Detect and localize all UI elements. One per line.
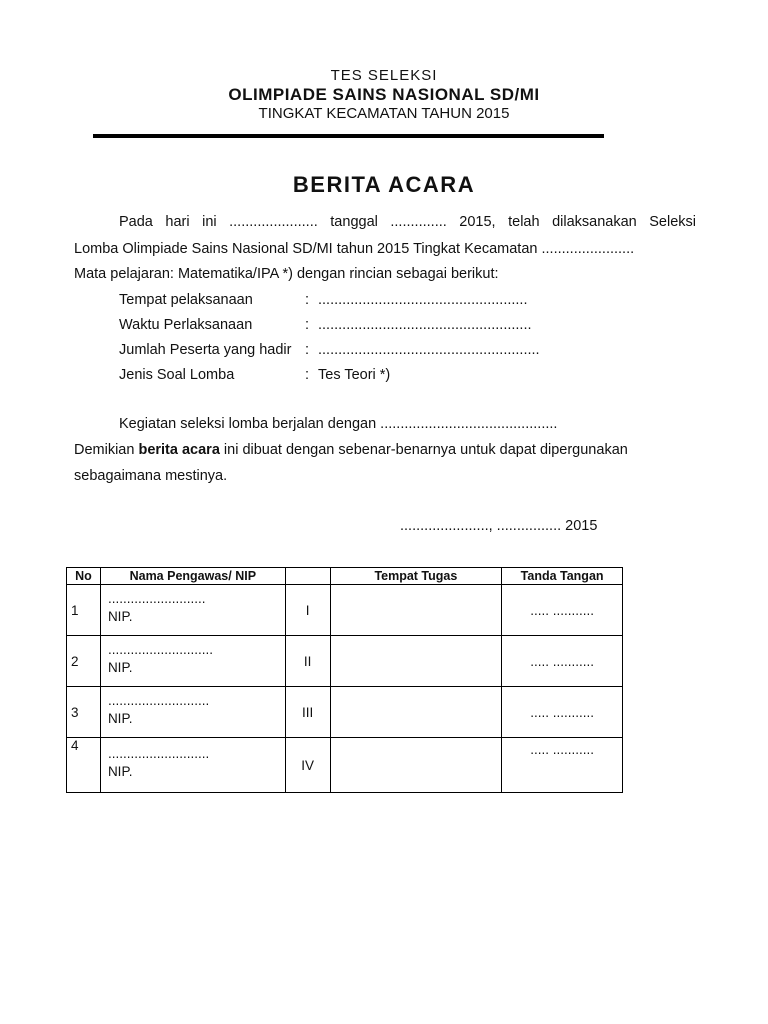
table-row: [67, 738, 623, 793]
detail-value: .....................................................: [318, 317, 532, 333]
kegiatan-line: Kegiatan seleksi lomba berjalan dengan ............................................: [119, 416, 558, 432]
detail-label: Jenis Soal Lomba: [119, 367, 235, 383]
row-sign: ..... ...........: [502, 738, 623, 793]
opening-line-1: [119, 214, 696, 230]
row-place: [330, 585, 502, 636]
opening-word: 2015,: [459, 214, 496, 230]
row-name-cell: [100, 636, 285, 687]
table-row: [67, 585, 623, 636]
table-row: [67, 687, 623, 738]
row-roman: II: [285, 636, 330, 687]
opening-word: telah: [508, 214, 540, 230]
header-place: Tempat Tugas: [330, 568, 502, 585]
row-no: 2: [67, 636, 101, 687]
row-nip: NIP.: [107, 764, 133, 779]
row-name-cell: [100, 738, 285, 793]
opening-word: ini: [202, 214, 217, 230]
row-roman: III: [285, 687, 330, 738]
table-row: [67, 636, 623, 687]
row-name-cell: [100, 585, 285, 636]
header-blank: [285, 568, 330, 585]
row-place: [330, 636, 502, 687]
row-sign: ..... ...........: [502, 636, 623, 687]
row-name: ...........................: [107, 746, 210, 761]
row-no: 1: [67, 585, 101, 636]
detail-separator: :: [305, 367, 310, 383]
row-nip: NIP.: [107, 609, 133, 624]
row-roman: IV: [285, 738, 330, 793]
detail-value: ....................................................: [318, 292, 528, 308]
row-place: [330, 687, 502, 738]
row-name: ..........................: [107, 591, 206, 606]
opening-word: Pada: [119, 214, 153, 230]
document-title: BERITA ACARA: [292, 172, 476, 197]
row-sign: ..... ...........: [502, 687, 623, 738]
place-date: ......................, ................ 2015: [400, 518, 598, 534]
opening-word: hari: [165, 214, 190, 230]
demikian-bold: berita acara: [138, 442, 220, 458]
header-line-3: TINGKAT KECAMATAN TAHUN 2015: [258, 105, 510, 122]
opening-line-3: Mata pelajaran: Matematika/IPA *) dengan rincian sebagai berikut:: [74, 266, 499, 282]
opening-word: ..............: [390, 214, 447, 230]
demikian-rest: ini dibuat dengan sebenar-benarnya untuk dapat dipergunakan: [219, 442, 628, 458]
detail-label: Waktu Perlaksanaan: [119, 317, 253, 333]
supervisor-table: [66, 567, 623, 793]
opening-word: Seleksi: [649, 214, 696, 230]
opening-word: tanggal: [330, 214, 378, 230]
table-header-row: [67, 568, 623, 585]
detail-label: Tempat pelaksanaan: [119, 292, 253, 308]
detail-separator: :: [305, 292, 310, 308]
row-name-cell: [100, 687, 285, 738]
row-no: 4: [67, 738, 101, 793]
detail-value: .......................................................: [318, 342, 540, 358]
opening-word: ......................: [229, 214, 318, 230]
demikian-text: Demikian: [74, 442, 139, 458]
row-place: [330, 738, 502, 793]
header-line-1: TES SELEKSI: [330, 67, 438, 84]
header-line-2: OLIMPIADE SAINS NASIONAL SD/MI: [228, 85, 540, 104]
row-nip: NIP.: [107, 660, 133, 675]
opening-word: dilaksanakan: [552, 214, 637, 230]
header-divider: [93, 134, 604, 138]
detail-value: Tes Teori *): [318, 367, 391, 383]
header-name: Nama Pengawas/ NIP: [100, 568, 285, 585]
row-name: ...........................: [107, 693, 210, 708]
row-roman: I: [285, 585, 330, 636]
detail-label: Jumlah Peserta yang hadir: [119, 342, 292, 358]
detail-separator: :: [305, 317, 310, 333]
demikian-line: [74, 442, 628, 458]
row-name: ............................: [107, 642, 213, 657]
closing-last-line: sebagaimana mestinya.: [74, 468, 228, 484]
row-no: 3: [67, 687, 101, 738]
row-nip: NIP.: [107, 711, 133, 726]
header-no: No: [67, 568, 101, 585]
header-sign: Tanda Tangan: [502, 568, 623, 585]
opening-line-2: Lomba Olimpiade Sains Nasional SD/MI tahun 2015 Tingkat Kecamatan .......................: [74, 241, 635, 257]
row-sign: ..... ...........: [502, 585, 623, 636]
detail-separator: :: [305, 342, 310, 358]
